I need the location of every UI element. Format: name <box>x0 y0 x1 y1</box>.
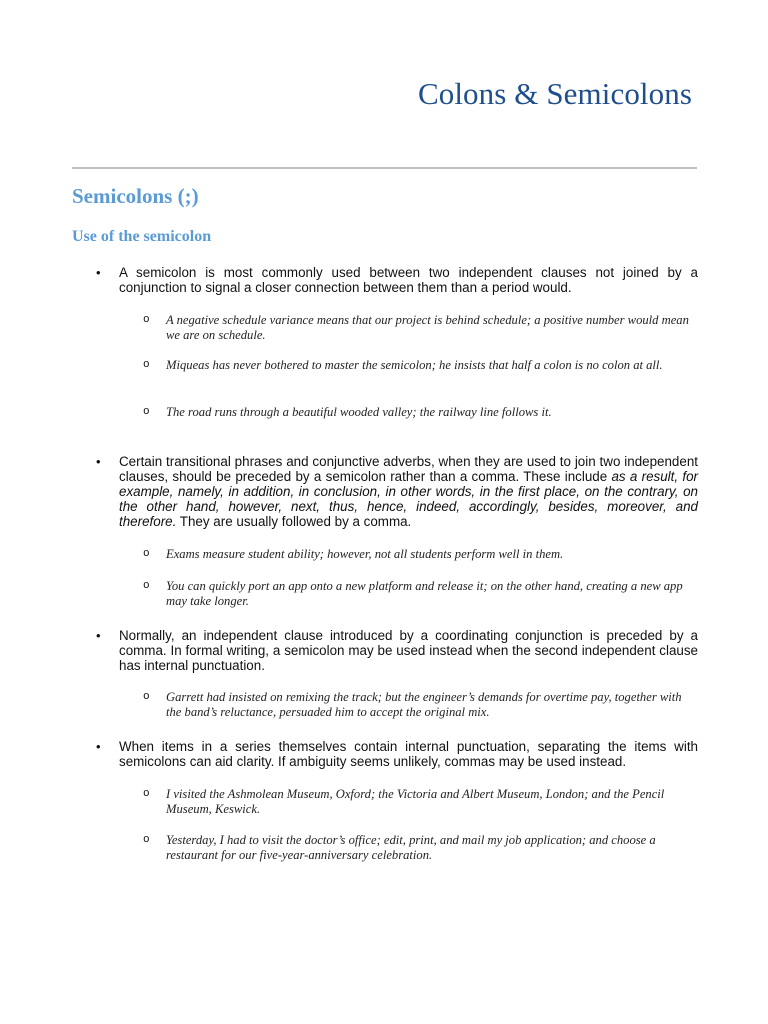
bullet-item <box>96 628 698 673</box>
title-divider <box>72 167 697 169</box>
bullet-marker: • <box>96 628 101 643</box>
bullet-item <box>96 739 698 769</box>
section-heading: Semicolons (;) <box>72 184 199 208</box>
example-text: I visited the Ashmolean Museum, Oxford; the Victoria and Albert Museum, London; and the Pencil Museum, Keswick. <box>166 787 665 816</box>
bullet-text <box>119 628 698 673</box>
sub-bullet-marker: o <box>143 834 150 846</box>
example-text: The road runs through a beautiful wooded valley; the railway line follows it. <box>166 405 552 419</box>
bullet-text-start: A semicolon is most commonly used between two independent clauses not joined by a conjunction to signal a closer connection between them than a period would. <box>119 265 698 295</box>
bullet-text-start: Normally, an independent clause introduced by a coordinating conjunction is preceded by a comma. In formal writing, a semicolon may be used instead when the second independent clause has internal punctuation. <box>119 628 698 673</box>
example-text: Garrett had insisted on remixing the track; but the engineer’s demands for overtime pay, together with the band’s reluctance, persuaded him to accept the original mix. <box>166 690 682 719</box>
bullet-marker: • <box>96 265 101 280</box>
example-item <box>143 405 698 420</box>
sub-bullet-marker: o <box>143 580 150 592</box>
sub-bullet-marker: o <box>143 406 150 418</box>
bullet-marker: • <box>96 454 101 469</box>
bullet-text-start: When items in a series themselves contain internal punctuation, separating the items with semicolons can aid clarity. If ambiguity seems unlikely, commas may be used instead. <box>119 739 698 769</box>
document-title: Colons & Semicolons <box>417 76 692 111</box>
bullet-item <box>96 454 698 529</box>
bullet-item <box>96 265 698 295</box>
bullet-text <box>119 454 698 529</box>
example-item <box>143 690 698 720</box>
example-item <box>143 833 698 863</box>
bullet-text <box>119 739 698 769</box>
example-item <box>143 579 698 609</box>
example-item <box>143 313 698 343</box>
subsection-heading: Use of the semicolon <box>72 228 212 245</box>
bullet-text-start: Certain transitional phrases and conjunctive adverbs, when they are used to join two independent clauses, should be preceded by a semicolon rather than a comma. These include <box>119 454 698 484</box>
example-item <box>143 358 698 373</box>
example-item <box>143 787 698 817</box>
example-text: You can quickly port an app onto a new platform and release it; on the other hand, creating a new app may take longer. <box>166 579 683 608</box>
example-item <box>143 547 698 562</box>
bullet-text-italic: as a result, for example, namely, in addition, in conclusion, in other words, in the first place, on the contrary, on the other hand, however, next, thus, hence, indeed, accordingly, besides, moreover, and therefore. <box>119 469 698 529</box>
example-text: Exams measure student ability; however, not all students perform well in them. <box>166 547 564 561</box>
example-text: Yesterday, I had to visit the doctor’s office; edit, print, and mail my job application; and choose a restaurant for our five-year-anniversary celebration. <box>166 833 656 862</box>
example-text: Miqueas has never bothered to master the semicolon; he insists that half a colon is no colon at all. <box>166 358 663 372</box>
example-text: A negative schedule variance means that our project is behind schedule; a positive number would mean we are on schedule. <box>166 313 689 342</box>
sub-bullet-marker: o <box>143 314 150 326</box>
bullet-marker: • <box>96 739 101 754</box>
sub-bullet-marker: o <box>143 691 150 703</box>
bullet-text <box>119 265 698 295</box>
sub-bullet-marker: o <box>143 359 150 371</box>
sub-bullet-marker: o <box>143 548 150 560</box>
bullet-text-end: They are usually followed by a comma. <box>176 514 412 529</box>
sub-bullet-marker: o <box>143 788 150 800</box>
